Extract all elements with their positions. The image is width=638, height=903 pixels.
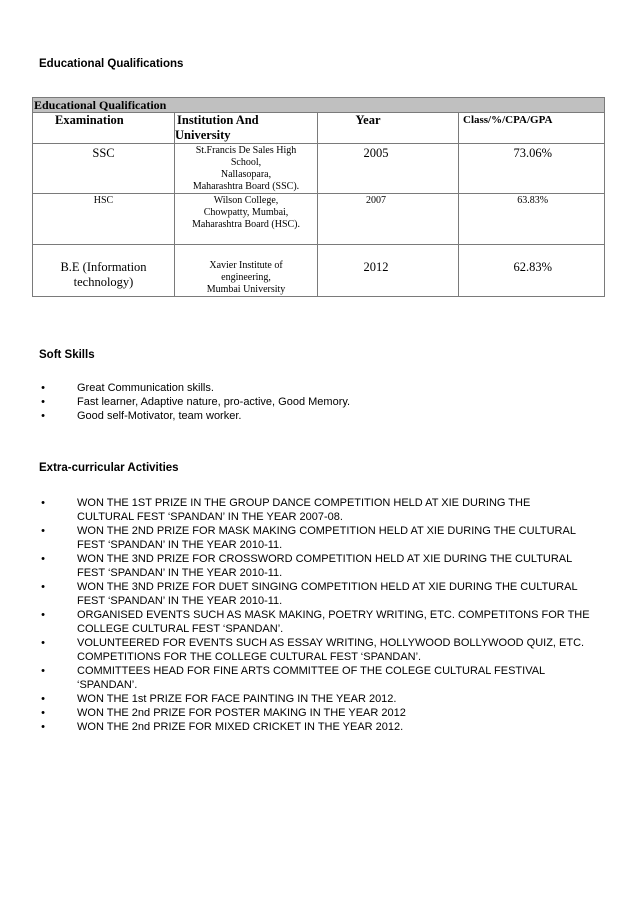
list-item [37,692,602,706]
list-item [37,409,602,423]
list-item [37,636,602,664]
list-item [37,496,602,524]
cell-year: 2012 [318,245,459,297]
cell-institution [175,245,318,297]
bullet-icon: • [41,609,45,621]
header-institution-line2: University [175,128,231,142]
section-title-soft-skills: Soft Skills [39,349,95,361]
table-caption: Educational Qualification [33,98,605,113]
list-item-text: WON THE 3ND PRIZE FOR CROSSWORD COMPETITION HELD AT XIE DURING THE CULTURAL [77,553,573,565]
institution-line: Maharashtra Board (SSC). [192,181,300,192]
list-item-text: WON THE 1st PRIZE FOR FACE PAINTING IN THE YEAR 2012. [77,693,397,705]
soft-skills-list [37,381,602,423]
cell-score: 63.83% [459,194,605,245]
bullet-icon: • [41,665,45,677]
table-row [33,245,605,297]
list-item-text: FEST ‘SPANDAN’ IN THE YEAR 2010-11. [77,595,283,607]
bullet-icon: • [41,553,45,565]
list-item [37,524,602,552]
institution-line: Chowpatty, Mumbai, [203,207,289,218]
list-item-text: Good self-Motivator, team worker. [77,410,242,422]
table-header-row [33,113,605,144]
exam-line: B.E (Information [60,260,147,274]
list-item-text: WON THE 1ST PRIZE IN THE GROUP DANCE COMPETITION HELD AT XIE DURING THE [77,497,531,509]
header-examination: Examination [33,113,175,144]
bullet-icon: • [41,497,45,509]
bullet-icon: • [41,410,45,422]
cell-exam [33,245,175,297]
cell-year: 2005 [318,144,459,194]
list-item-text: FEST ‘SPANDAN’ IN THE YEAR 2010-11. [77,539,283,551]
institution-line: Xavier Institute of [209,260,283,271]
list-item-text: COLLEGE CULTURAL FEST ‘SPANDAN’. [77,623,284,635]
institution-line: engineering, [221,272,271,283]
list-item-text: ORGANISED EVENTS SUCH AS MASK MAKING, POETRY WRITING, ETC. COMPETITONS FOR THE [77,609,590,621]
list-item-text: WON THE 2ND PRIZE FOR MASK MAKING COMPETITION HELD AT XIE DURING THE CULTURAL [77,525,576,537]
institution-line: School, [230,157,262,168]
cell-year: 2007 [318,194,459,245]
list-item [37,395,602,409]
bullet-icon: • [41,637,45,649]
table-caption-row [33,98,605,113]
list-item-text: Fast learner, Adaptive nature, pro-active, Good Memory. [77,396,351,408]
list-item [37,580,602,608]
cell-exam: HSC [33,194,175,245]
education-table [32,97,605,297]
list-item [37,381,602,395]
list-item-text: FEST ‘SPANDAN’ IN THE YEAR 2010-11. [77,567,283,579]
exam-line: technology) [73,275,134,289]
table-row [33,194,605,245]
bullet-icon: • [41,581,45,593]
bullet-icon: • [41,525,45,537]
section-title-extra-curricular: Extra-curricular Activities [39,462,179,474]
institution-line: St.Francis De Sales High [195,145,297,156]
section-title-education: Educational Qualifications [39,58,184,70]
institution-line: Mumbai University [206,284,286,295]
list-item-text: COMPETITIONS FOR THE COLLEGE CULTURAL FEST ‘SPANDAN’. [77,651,422,663]
list-item-text: WON THE 2nd PRIZE FOR MIXED CRICKET IN THE YEAR 2012. [77,721,404,733]
list-item [37,664,602,692]
header-class: Class/%/CPA/GPA [459,113,605,144]
cell-exam: SSC [33,144,175,194]
list-item-text: ‘SPANDAN’. [77,679,138,691]
list-item-text: Great Communication skills. [77,382,214,394]
institution-line: Maharashtra Board (HSC). [191,219,301,230]
bullet-icon: • [41,382,45,394]
institution-line: Wilson College, [213,195,279,206]
cell-score: 62.83% [459,245,605,297]
list-item [37,552,602,580]
list-item-text: CULTURAL FEST ‘SPANDAN’ IN THE YEAR 2007-08. [77,511,343,523]
header-institution [175,113,318,144]
institution-line: Nallasopara, [220,169,272,180]
list-item-text: VOLUNTEERED FOR EVENTS SUCH AS ESSAY WRITING, HOLLYWOOD BOLLYWOOD QUIZ, ETC. [77,637,585,649]
bullet-icon: • [41,721,45,733]
bullet-icon: • [41,396,45,408]
list-item-text: WON THE 2nd PRIZE FOR POSTER MAKING IN THE YEAR 2012 [77,707,406,719]
list-item [37,706,602,720]
bullet-icon: • [41,693,45,705]
bullet-icon: • [41,707,45,719]
table-row [33,144,605,194]
header-institution-line1: Institution And [177,113,259,127]
list-item-text: WON THE 3ND PRIZE FOR DUET SINGING COMPETITION HELD AT XIE DURING THE CULTURAL [77,581,578,593]
cell-score: 73.06% [459,144,605,194]
cell-institution [175,194,318,245]
activities-list [37,496,602,734]
list-item [37,608,602,636]
header-year: Year [318,113,459,144]
cell-institution [175,144,318,194]
list-item-text: COMMITTEES HEAD FOR FINE ARTS COMMITTEE OF THE COLEGE CULTURAL FESTIVAL [77,665,546,677]
list-item [37,720,602,734]
